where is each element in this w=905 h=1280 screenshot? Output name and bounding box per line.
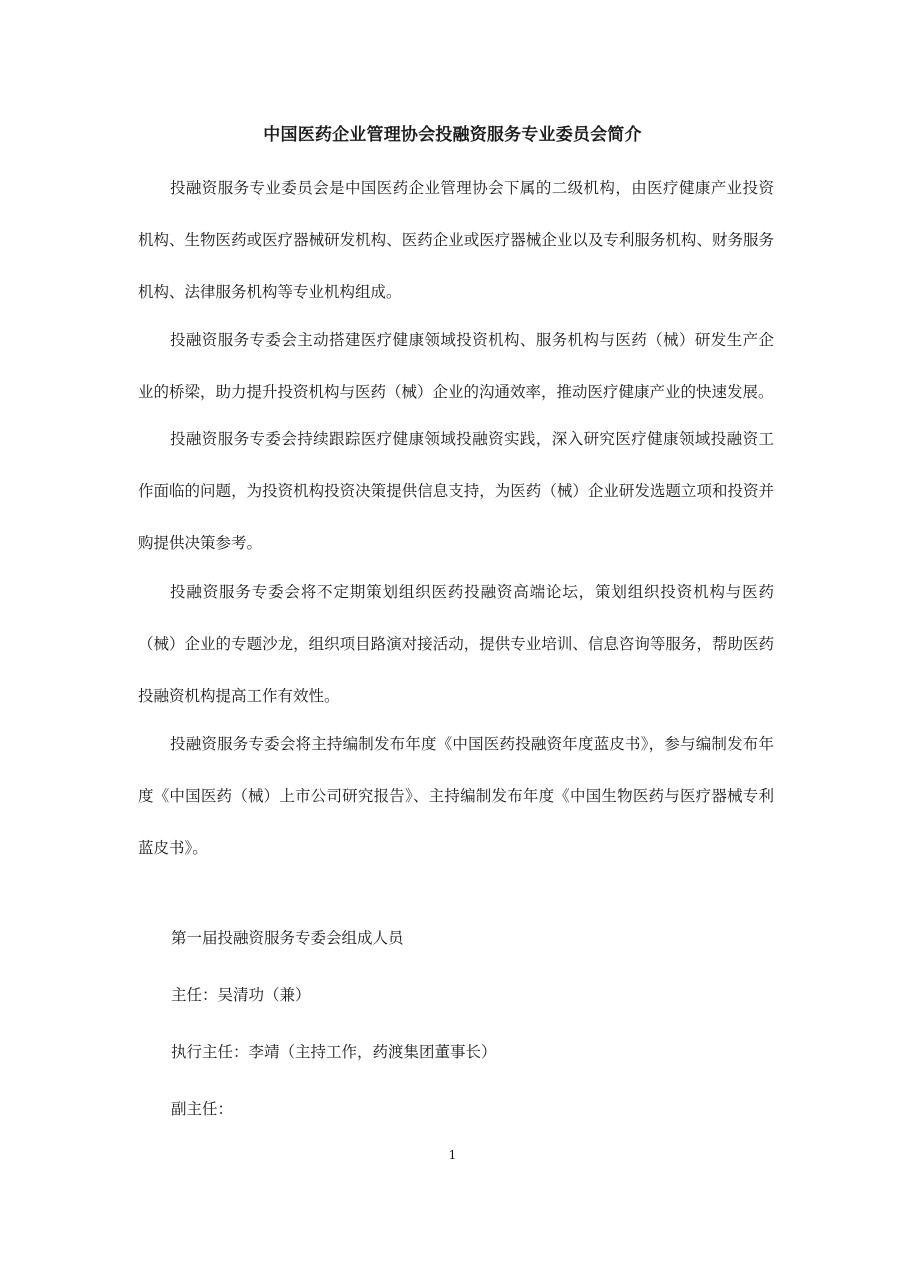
- roster-deputy-director: 副主任：: [171, 1100, 234, 1118]
- document-title: 中国医药企业管理协会投融资服务专业委员会简介: [263, 125, 642, 145]
- intro-paragraph-4: 投融资服务专委会将不定期策划组织医药投融资高端论坛，策划组织投资机构与医药（械）企业的专题沙龙，组织项目路演对接活动，提供专业培训、信息咨询等服务，帮助医药投融资机构提高工作有效性。: [138, 583, 774, 705]
- page-number: 1: [448, 1148, 457, 1162]
- roster-director: 主任：吴清功（兼）: [171, 986, 311, 1004]
- roster-heading: 第一届投融资服务专委会组成人员: [171, 929, 404, 947]
- intro-paragraph-5: 投融资服务专委会将主持编制发布年度《中国医药投融资年度蓝皮书》，参与编制发布年度《中国医药（械）上市公司研究报告》、主持编制发布年度《中国生物医药与医疗器械专利蓝皮书》。: [138, 735, 774, 857]
- intro-paragraph-1: 投融资服务专业委员会是中国医药企业管理协会下属的二级机构，由医疗健康产业投资机构、生物医药或医疗器械研发机构、医药企业或医疗器械企业以及专利服务机构、财务服务机构、法律服务机构等专业机构组成。: [138, 179, 774, 301]
- intro-paragraph-3: 投融资服务专委会持续跟踪医疗健康领域投融资实践，深入研究医疗健康领域投融资工作面临的问题，为投资机构投资决策提供信息支持，为医药（械）企业研发选题立项和投资并购提供决策参考。: [138, 430, 774, 552]
- intro-paragraph-2: 投融资服务专委会主动搭建医疗健康领域投资机构、服务机构与医药（械）研发生产企业的桥梁，助力提升投资机构与医药（械）企业的沟通效率，推动医疗健康产业的快速发展。: [138, 331, 774, 401]
- roster-executive-director: 执行主任：李靖（主持工作，药渡集团董事长）: [171, 1043, 497, 1061]
